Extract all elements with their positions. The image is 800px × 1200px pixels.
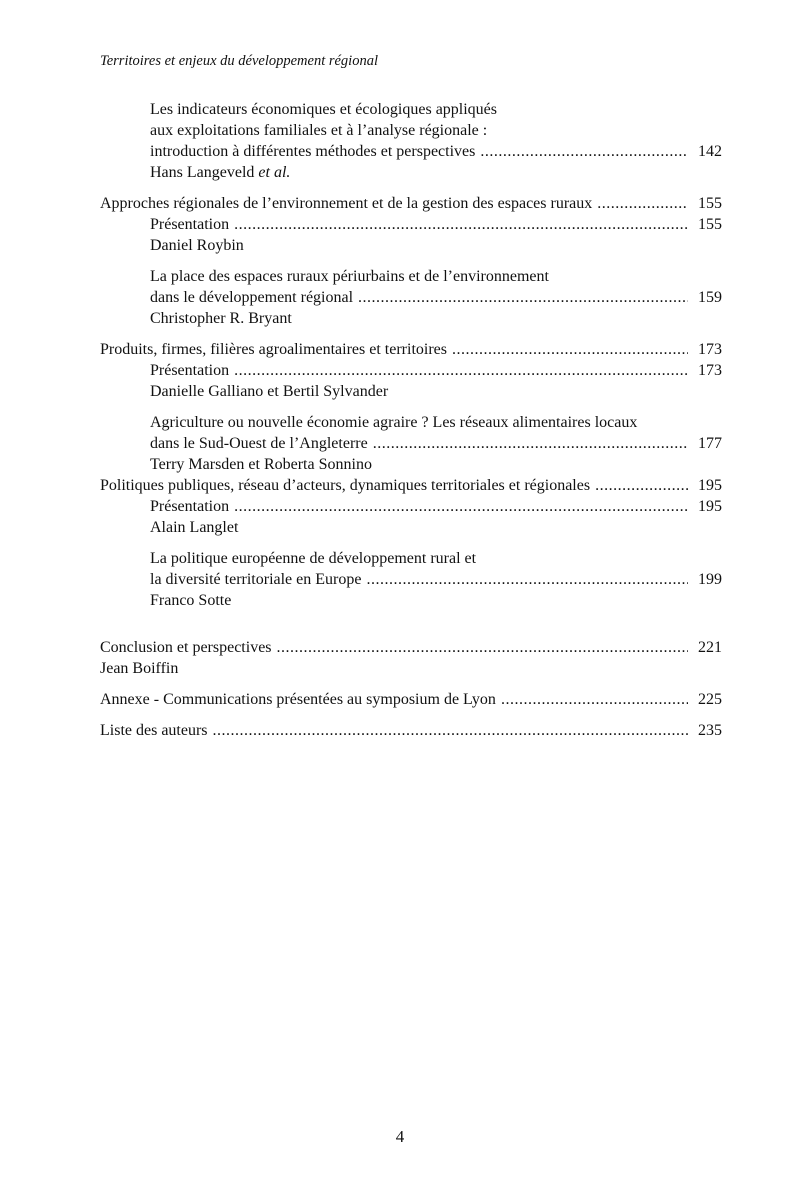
presentation-label: Présentation [150, 216, 230, 233]
page-ref: 195 [698, 477, 722, 494]
leader-dots [595, 475, 688, 496]
leader-dots [234, 496, 688, 517]
leader-dots [366, 569, 688, 590]
page-ref: 173 [698, 341, 722, 358]
page-ref: 235 [698, 722, 722, 739]
page-number: 4 [395, 1127, 405, 1146]
leader-dots [373, 433, 688, 454]
leader-dots [358, 287, 688, 308]
leader-dots [234, 360, 688, 381]
leader-dots [277, 637, 688, 658]
entry-title-line: dans le Sud-Ouest de l’Angleterre [150, 435, 368, 452]
entry-author: Franco Sotte [150, 592, 232, 609]
entry-author: Alain Langlet [150, 519, 239, 536]
page-ref: 142 [698, 143, 722, 160]
leader-dots [480, 141, 688, 162]
entry-author: Danielle Galliano et Bertil Sylvander [150, 383, 389, 400]
entry-author: Christopher R. Bryant [150, 310, 292, 327]
page-ref: 155 [698, 216, 722, 233]
page-ref: 195 [698, 498, 722, 515]
table-of-contents [100, 99, 722, 741]
presentation-label: Présentation [150, 362, 230, 379]
page-ref: 173 [698, 362, 722, 379]
toc-section-policy [100, 475, 722, 611]
toc-entry-conclusion [100, 637, 722, 679]
entry-title-line: La place des espaces ruraux périurbains et de l’environnement [150, 268, 549, 285]
entry-author: Terry Marsden et Roberta Sonnino [150, 456, 372, 473]
entry-author: Jean Boiffin [100, 660, 179, 677]
leader-dots [597, 193, 688, 214]
leader-dots [452, 339, 688, 360]
page-ref: 159 [698, 289, 722, 306]
running-header: Territoires et enjeux du développement régional [100, 53, 378, 69]
page-ref: 221 [698, 639, 722, 656]
page-ref: 155 [698, 195, 722, 212]
page-ref: 199 [698, 571, 722, 588]
leader-dots [234, 214, 688, 235]
section-title: Produits, firmes, filières agroalimentaires et territoires [100, 341, 447, 358]
page-ref: 177 [698, 435, 722, 452]
entry-author: Hans Langeveld et al. [150, 164, 291, 181]
entry-title-line: La politique européenne de développement rural et [150, 550, 477, 567]
entry-author: Daniel Roybin [150, 237, 244, 254]
entry-title-line: dans le développement régional [150, 289, 354, 306]
entry-title-line: aux exploitations familiales et à l’analyse régionale : [150, 122, 488, 139]
toc-section-environment [100, 193, 722, 329]
entry-title-line: introduction à différentes méthodes et perspectives [150, 143, 476, 160]
entry-title-line: Les indicateurs économiques et écologiques appliqués [150, 101, 498, 118]
section-title: Annexe - Communications présentées au symposium de Lyon [100, 691, 496, 708]
presentation-label: Présentation [150, 498, 230, 515]
entry-title-line: Agriculture ou nouvelle économie agraire ? Les réseaux alimentaires locaux [150, 414, 638, 431]
entry-title-line: la diversité territoriale en Europe [150, 571, 362, 588]
toc-entry-annexe [100, 689, 722, 710]
section-title: Conclusion et perspectives [100, 639, 272, 656]
toc-entry-authors-list [100, 720, 722, 741]
leader-dots [501, 689, 688, 710]
author-suffix: et al. [258, 164, 291, 181]
page-ref: 225 [698, 691, 722, 708]
section-title: Liste des auteurs [100, 722, 208, 739]
leader-dots [213, 720, 688, 741]
toc-entry-langeveld [100, 99, 722, 183]
section-title: Politiques publiques, réseau d’acteurs, dynamiques territoriales et régionales [100, 477, 591, 494]
toc-section-agro [100, 339, 722, 475]
section-title: Approches régionales de l’environnement et de la gestion des espaces ruraux [100, 195, 593, 212]
